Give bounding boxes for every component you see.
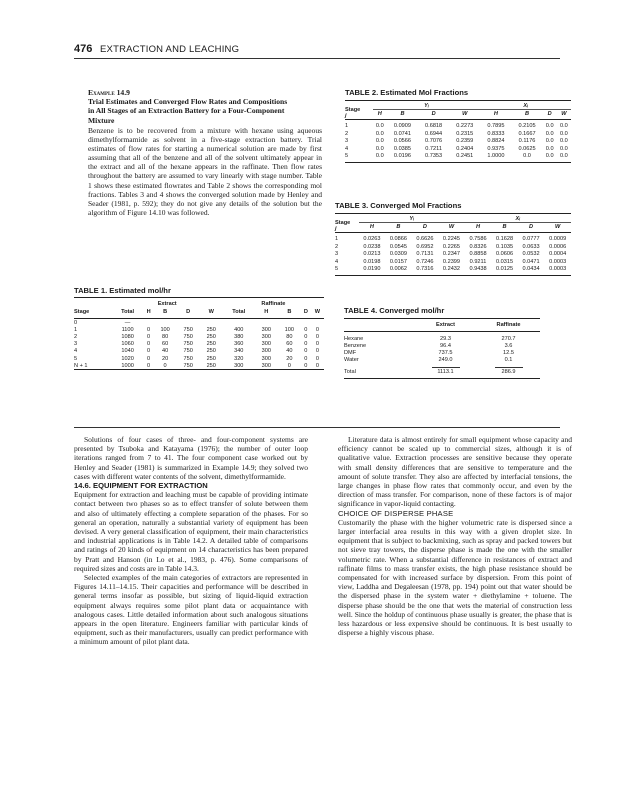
table1-cell: 360 [234,341,244,348]
table3-cell: 0.0009 [549,236,567,242]
table2-cell: 0.0 [375,130,384,137]
table1-column-header: D [186,309,191,315]
table1-cell: 0 [304,355,308,362]
table1-row [74,348,324,355]
table1-cell [200,319,223,327]
table1-cell: 100 [160,326,170,333]
table1-group-raffinate: Raffinate [261,301,286,307]
table4-total-extract: 1113.1 [437,369,454,375]
table2-cell: 0.2273 [456,123,474,129]
table3-column-header: D [422,224,427,230]
table1-column-header: Total [232,309,246,315]
table1-cell: 300 [234,362,244,369]
table1-cell: 0 [147,333,151,340]
table4-cell: 29.3 [440,336,451,342]
table1-cell: 250 [206,341,216,348]
table1-cell: 1100 [121,326,134,333]
table3-caption: TABLE 3. Converged Mol Fractions [335,201,462,210]
table2-cell: 0.1667 [518,130,536,137]
table1-column-header: W [314,309,321,315]
table1-row [74,355,324,362]
table2-cell: 0.0 [559,153,568,160]
example-label: Example 14.9 [88,88,130,97]
table4-cell: Hexane [344,336,364,342]
table2-column-header: H [377,111,382,117]
table1-cell [301,319,311,327]
table3-cell: 0.0238 [363,243,381,250]
table1-column-header: D [303,309,308,315]
table4-cell: 96.4 [440,343,451,349]
table3-column-header: W [448,224,455,230]
page-number: 476 [74,43,93,55]
table1-cell [255,319,278,327]
table1-cell: 0 [287,362,291,369]
right-paragraph-1: Literature data is almost entirely for small equipment whose capacity and efficiency cannot be scaled up to commercial sizes, although it is of qualitative value. Extraction processes are sensitive because they operate with small density differences that are sensitive to temperature and the amount of solute transfer. They also are affected by interfacial tensions, the large changes in phase flow rates that commonly occur, and even by the direction of mass transfer. For comparison, none of these factors is of major significance in vapor-liquid contacting. [338,435,572,509]
table1-cell: 1 [74,326,78,333]
table2-cell: 0.0 [523,153,531,160]
table1-cell: 0 [315,355,319,362]
table1-cell: 750 [183,362,193,369]
table1-cell: 0 [304,362,308,369]
table1-cell: 0 [304,341,308,348]
table1-cell: 80 [286,333,293,340]
table1-cell: 1060 [121,341,134,348]
table3-row [335,258,571,266]
table3-cell: 0.9211 [469,258,487,265]
table1-cell: 0 [315,333,319,340]
table3-cell: 0.0004 [549,251,567,258]
table2-column-header: B [400,111,405,117]
table3-row [335,266,571,276]
table1-cell: 340 [234,348,244,355]
table4-cell: 3.6 [504,343,513,349]
table1-cell: 300 [261,326,271,333]
table3-column-header: B [396,224,401,230]
table3-cell: 0.6952 [416,243,434,250]
table1-column-header: W [208,309,214,315]
table1-column-header: B [287,309,292,315]
table2-cell: 0.0 [545,145,554,152]
running-title: EXTRACTION AND LEACHING [100,44,240,55]
table4 [344,318,540,379]
table1-column-header: B [163,309,168,315]
table1-cell: 750 [183,341,193,348]
table2-cell: 0.0566 [393,138,412,145]
table2-stage-sub: j [345,113,347,119]
table3-cell: 0.7246 [416,258,434,265]
table1-cell: 40 [161,348,169,355]
table4-row [344,343,540,350]
table3-stage-label: Stage [335,220,351,226]
table3-cell: 0.0545 [389,243,407,250]
table2-cell: 0.0 [545,123,554,129]
section-rule [74,427,560,428]
table1-column-header: Stage [74,309,90,315]
table3-cell: 0.0434 [522,266,540,273]
section-heading: 14.6. EQUIPMENT FOR EXTRACTION [74,481,208,491]
table2-cell: 0.2451 [456,153,474,160]
table3 [335,213,571,276]
table4-cell: DMF [344,350,357,356]
table2-stage-label: Stage [345,107,361,113]
table3-cell: 0.0190 [363,266,381,273]
table3-cell: 0.1628 [495,236,514,242]
table2-column-header: H [493,111,498,117]
left-paragraph-1: Solutions of four cases of three- and four-component systems are presented by Tsuboka and Katayama (1976); the number of outer loop iterations ranged from 7 to 41. The four component case worked out by Henley and Seader (1981) is summarized in Example 14.9; they solved two cases with different water contents of the solvent, dimethylformamide. [74,435,308,481]
table2-cell: 0.6818 [425,123,443,129]
table1-cell: 1080 [121,333,134,340]
table1-column-header: H [146,309,151,315]
table3-cell: 0.0263 [363,236,381,242]
table3-cell: 0.0062 [389,266,407,273]
table2-cell: 0.0 [559,130,568,137]
table4-cell: Water [344,357,359,363]
table1-cell: 3 [74,341,78,348]
table3-cell: 0.8858 [469,251,487,258]
table1-cell: 300 [261,362,271,369]
table1-cell: 0 [304,348,308,355]
table1-cell: 0 [304,326,308,333]
table2-cell: 0.8333 [487,130,505,137]
table3-cell: 0.2399 [442,258,461,265]
table2-cell: 0.2359 [456,138,474,145]
table2-column-header: W [462,111,468,117]
table1-cell: 0 [147,341,151,348]
table2-cell: 0.0196 [393,153,412,160]
table4-total-label: Total [344,369,356,375]
example-heading [88,88,322,125]
table1-cell: 80 [161,333,169,340]
example-title-line-2: in All Stages of an Extraction Battery for a Four-Component [88,106,285,116]
table3-group-y: Yᵢ [409,216,415,222]
table2-cell: 0.7895 [487,123,505,129]
table2-cell: 0.0 [375,153,384,160]
table1-cell: 300 [261,333,271,340]
table2-cell: 0.0909 [393,123,412,129]
table2-cell: 0.0385 [393,145,412,152]
table3-cell: 1 [335,236,339,242]
table2-cell: 0.1176 [518,138,536,145]
table1-cell: 0 [147,355,151,362]
table1-cell: 0 [315,341,319,348]
table4-total-raffinate: 286.9 [501,369,516,375]
table1-caption: TABLE 1. Estimated mol/hr [74,286,171,295]
table3-cell: 0.0003 [549,266,567,273]
table1-cell: 250 [206,333,216,340]
table4-col-raffinate: Raffinate [496,322,521,328]
table1-cell: 750 [183,326,193,333]
table4-cell: Benzene [344,343,367,349]
table1-cell: 0 [315,326,319,333]
table3-cell: 0.7586 [469,236,487,242]
table2-column-header: B [525,111,530,117]
table1-cell: — [124,319,131,326]
left-column [74,435,308,647]
table3-cell: 2 [335,243,339,250]
table1-cell: 2 [74,333,78,340]
table3-cell: 5 [335,266,339,273]
table3-cell: 0.0198 [363,258,381,265]
example-title-line-3: Mixture [88,115,115,125]
table3-column-header: H [369,224,374,230]
table4-row [344,357,540,364]
table2-cell: 0.0 [545,153,554,160]
table1-cell [154,319,177,327]
table2-cell: 3 [345,138,349,145]
table4-row [344,332,540,343]
table1 [74,297,324,370]
table1-cell: 4 [74,348,78,355]
table1-cell: 20 [161,355,169,362]
table1-cell: 1020 [121,355,134,362]
table3-column-header: D [529,224,534,230]
left-paragraph-2: Equipment for extraction and leaching must be capable of providing intimate contact between two phases so as to effect transfer of solute between them and also of ultimately effecting a complete separation of the phases. For so general an operation, naturally a substantial variety of equipment has been devised. A very general classification of equipment, their main characteristics and industrial applications is in Table 14.2. A detailed table of comparisons and ratings of 20 kinds of equipment on 14 characteristics has been prepared by Pratt and Hanson (in Lo et al., 1983, p. 476). Some comparisons of required sizes and costs are in Table 14.3. [74,490,308,573]
table4-cell: 12.5 [503,350,514,356]
table2-cell: 0.6944 [425,130,443,137]
table2-cell: 0.0 [375,138,384,145]
right-column [338,435,572,637]
table3-cell: 0.0633 [522,243,540,250]
table1-cell: 20 [286,355,293,362]
table2-column-header: D [431,111,436,117]
table2-cell: 0.0 [559,145,568,152]
table1-column-header: Total [121,309,135,315]
table3-row [335,233,571,243]
table1-cell: 0 [304,333,308,340]
table1-cell: 400 [234,326,244,333]
table2-cell: 1.0000 [487,153,505,160]
table1-cell: 250 [206,355,216,362]
table2-group-x: Xᵢ [523,103,528,109]
table2-caption: TABLE 2. Estimated Mol Fractions [345,88,469,97]
table1-cell: 750 [183,348,193,355]
table1-row [74,333,324,340]
table1-cell [223,319,255,327]
table3-cell: 0.7131 [416,251,434,258]
table2-cell: 0.2105 [518,123,536,129]
table3-cell: 0.0532 [522,251,540,258]
table2 [345,100,571,163]
table2-row [345,145,571,153]
table1-cell [144,319,154,327]
table2-cell: 0.7353 [425,153,443,160]
table2-cell: 0.0741 [393,130,412,137]
table2-cell: 0.2315 [456,130,474,137]
table1-cell [311,319,324,327]
table2-cell: 0.0625 [518,145,536,152]
table3-column-header: B [502,224,507,230]
table1-cell: 300 [261,341,271,348]
table1-cell: 300 [261,348,271,355]
table1-cell: N + 1 [74,362,88,369]
table2-column-header: D [547,111,552,117]
table2-row [345,137,571,145]
left-paragraph-3: Selected examples of the main categories of extractors are represented in Figures 14.11–14.15. Their capacities and performance will be described in general terms insofar as possible, but sizing of liquid-liquid extraction equipment always requires some pilot plant data or acquaintance with analogous cases. Little detailed information about such analogous situations appears in the open literature. Engineers familiar with particular kinds of equipment, such as their manufacturers, usually can predict performance with a minimum amount of pilot plant data. [74,573,308,647]
table1-cell: 100 [284,326,295,333]
table1-row [74,326,324,333]
subheading-disperse-phase: CHOICE OF DISPERSE PHASE [338,508,454,518]
example-body: Benzene is to be recovered from a mixture with hexane using aqueous dimethylformamide as solvent in a five-stage extraction battery. Trial estimates of flow rates for starting a numerical solution are made by first assuming that all of the benzene and all of the solvent ultimately appear in the extract and all of the hexane appears in the raffinate. Then flow rates throughout the battery are assumed to vary linearly with stage number. Table 1 shows these estimated flowrates and Table 2 shows the corresponding mol fractions. Tables 3 and 4 shows the converged solution made by Henley and Seader (1981, p. 592); they do not give any details of the solution but the algorithm of Figure 14.10 was followed. [88,126,322,217]
table3-cell: 0.9438 [469,266,487,273]
table4-cell: 270.7 [501,336,516,342]
table3-cell: 0.0309 [389,251,407,258]
header-rule [74,58,560,59]
table2-row [345,120,571,130]
table2-cell: 0.2404 [456,145,474,152]
table1-cell: 250 [206,362,216,369]
table3-cell: 0.0157 [389,258,407,265]
table1-cell: 0 [315,348,319,355]
table4-caption: TABLE 4. Converged mol/hr [344,306,445,315]
table3-column-header: W [555,224,561,230]
table1-cell: 5 [74,355,78,362]
table1-cell: 0 [147,362,151,369]
table4-row [344,350,540,357]
table2-cell: 0.7076 [425,138,443,145]
table3-cell: 0.0315 [495,258,514,265]
table2-cell: 0.9375 [487,145,505,152]
table3-cell: 0.0606 [495,251,514,258]
table1-cell: 380 [234,333,244,340]
table2-cell: 0.0 [375,145,384,152]
table3-cell: 0.8326 [469,243,487,250]
table3-cell: 0.2347 [442,251,461,258]
table1-cell: 1000 [121,362,134,369]
table2-cell: 5 [345,153,349,160]
table3-cell: 4 [335,258,339,265]
table1-cell: 0 [147,348,151,355]
table1-cell: 750 [183,333,193,340]
table3-cell: 0.0006 [549,243,567,250]
table2-row [345,153,571,163]
table2-cell: 0.0 [559,123,568,129]
table3-row [335,243,571,251]
table1-cell: 320 [234,355,244,362]
table3-column-header: H [475,224,481,230]
table3-cell: 0.6626 [416,236,434,242]
table1-cell: 250 [206,348,216,355]
table3-cell: 0.2265 [442,243,461,250]
table2-cell: 0.0 [545,138,554,145]
table2-cell: 4 [345,145,349,152]
table1-cell: 0 [147,326,151,333]
table3-cell: 0.2432 [442,266,461,273]
table1-row [74,362,324,370]
table3-row [335,250,571,258]
table1-cell: 60 [286,341,293,348]
table2-row [345,130,571,138]
table1-cell: 40 [286,348,293,355]
table3-cell: 0.0777 [522,236,540,242]
table3-cell: 0.1035 [495,243,514,250]
table3-stage-sub: j [335,226,337,232]
table3-cell: 0.0003 [549,258,567,265]
table1-cell: 0 [163,362,167,369]
table2-cell: 0.0 [375,123,384,129]
right-paragraph-2: Customarily the phase with the higher volumetric rate is dispersed since a larger interfacial area results in this way with a given droplet size. In equipment that is subject to backmixing, such as spray and packed towers but not sieve tray towers, the disperse phase is made the one with the smaller volumetric rate. When a substantial difference in resistances of extract and raffinate films to mass transfer exists, the high phase resistance should be compensated for with increased surface by dispersion. From this point of view, Laddha and Degaleesan (1978, pp. 194) point out that water should be the dispersed phase in the system water + diethylamine + toluene. The disperse phase should be the one that wets the material of construction less well. Since the holdup of continuous phase usually is greater, the phase that is less hazardous or less expensive should be continuous. It is best usually to disperse a highly viscous phase. [338,517,572,638]
table3-cell: 0.0125 [495,266,514,273]
table3-cell: 0.0866 [389,236,407,242]
table4-cell: 737.5 [438,350,453,356]
table4-cell: 0.1 [504,357,513,363]
table4-cell: 249.0 [438,357,453,363]
table1-cell: 0 [74,319,78,326]
table3-cell: 0.7316 [416,266,434,273]
table2-cell: 0.0 [545,130,554,137]
table4-col-label [344,319,414,332]
table1-cell: 300 [261,355,271,362]
table1-cell: 60 [161,341,169,348]
table1-cell: 1040 [121,348,134,355]
table3-cell: 0.2245 [442,236,461,242]
table1-row [74,341,324,348]
table2-cell: 0.0 [559,138,568,145]
table1-cell: 250 [206,326,216,333]
example-title-line-1: Trial Estimates and Converged Flow Rates and Compositions [88,97,288,107]
table2-cell: 2 [345,130,349,137]
table1-cell [278,319,301,327]
table3-group-x: Xᵢ [515,216,521,222]
table1-row [74,319,324,327]
table2-column-header: W [561,111,567,117]
table2-cell: 0.8824 [487,138,505,145]
table1-cell: 0 [315,362,319,369]
table2-group-y: Yᵢ [424,103,429,109]
table1-cell [177,319,200,327]
table3-cell: 3 [335,251,339,258]
table4-col-extract: Extract [436,322,455,328]
table1-column-header: H [264,309,269,315]
table3-cell: 0.0213 [363,251,381,258]
table1-group-extract: Extract [157,301,177,307]
table2-cell: 1 [345,123,349,129]
table2-cell: 0.7211 [425,145,442,152]
table3-cell: 0.0471 [522,258,540,265]
table1-cell: 750 [183,355,193,362]
